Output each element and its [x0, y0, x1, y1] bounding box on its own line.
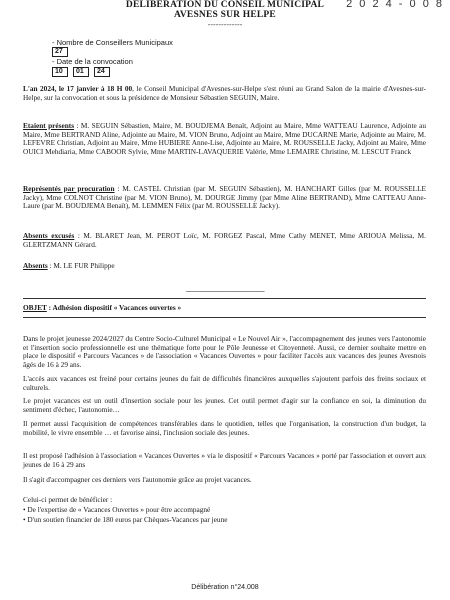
body-paragraph-7: Celui-ci permet de bénéficier : [23, 495, 113, 504]
objet-text: : Adhésion dispositif « Vacances ouvertes » [46, 303, 182, 312]
bullet-item-expertise: • De l'expertise de « Vacances Ouvertes » pour être accompagné [23, 505, 211, 514]
absents-paragraph [23, 262, 426, 271]
intro-text: , le Conseil Municipal d'Avesnes-sur-Helpe s'est réuni au Grand Salon de la mairie d'Avesnes-sur-Helpe, sur la convocation et sous la présidence de Monsieur Sébastien SEGUIN, Maire. [23, 84, 426, 102]
absents-label: Absents [23, 261, 48, 270]
procuration-paragraph [23, 185, 426, 211]
objet-paragraph [23, 304, 426, 313]
deliberation-reference: 2 0 2 4 - 0 0 8 [346, 0, 444, 10]
presents-label: Etaient présents [23, 121, 75, 130]
convocation-label: - Date de la convocation [52, 57, 133, 66]
procuration-text: : M. CASTEL Christian (par M. SEGUIN Sébastien), M. HANCHART Gilles (par M. ROUSSELLE Jacky), Mme COLNOT Christine (par M. VION Bruno), M. DOURGE Jimmy (par Mme Aline BERTRAND), Mme CATTEAU Anne-Laure (par M. BOUDJEMA Benaït), M. LEMMEN Félix (par M. ROUSSELLE Jacky). [23, 184, 426, 211]
intro-paragraph [23, 85, 426, 102]
body-paragraph-6: Il s'agit d'accompagner ces derniers vers l'autonomie grâce au projet vacances. [23, 475, 252, 484]
convocation-month: 01 [73, 67, 89, 77]
bullet-item-financial-support: • D'un soutien financier de 180 euros par Chèques-Vacances par jeune [23, 515, 228, 524]
document-title-line2: AVESNES SUR HELPE [174, 10, 276, 20]
objet-underline [23, 317, 426, 318]
convocation-day: 10 [52, 67, 68, 77]
convocation-date-boxes [52, 67, 110, 77]
document-title-line1: DELIBERATION DU CONSEIL MUNICIPAL [125, 0, 325, 10]
excuses-text: : M. BLARET Jean, M. PEROT Loïc, M. FORGEZ Pascal, Mme Cathy MENET, Mme ARIOUA Melissa, M. GLERTZMANN Gérard. [23, 231, 426, 249]
page-footer: Délibération n°24.008 [191, 584, 259, 591]
absents-text: : M. LE FUR Philippe [47, 261, 115, 270]
objet-label: OBJET [23, 303, 47, 312]
excuses-label: Absents excusés [23, 231, 75, 240]
body-paragraph-2: L'accès aux vacances est freiné pour certains jeunes du fait de difficultés financières auxquelles s'ajoutent parfois des freins sociaux et culturels. [23, 374, 426, 392]
convocation-year: 24 [94, 67, 110, 77]
title-separator: ------------- [207, 20, 243, 29]
body-paragraph-4: Il permet aussi l'acquisition de compétences transférables dans le quotidien, telles que l'organisation, la construction d'un budget, la mobilité, le vivre ensemble … et favorise ainsi, l'inclusion sociale des jeunes. [23, 419, 426, 437]
body-paragraph-3: Le projet vacances est un outil d'insertion sociale pour les jeunes. Cet outil permet d'agir sur la confiance en soi, la diminution du sentiment d'échec, l'autonomie… [23, 396, 426, 414]
divider-line [23, 298, 426, 299]
members-value: 27 [52, 47, 68, 57]
body-paragraph-5: Il est proposé l'adhésion à l'association « Vacances Ouvertes » via le dispositif « Parcours Vacances » porté par l'association et ouvert aux jeunes de 16 à 29 ans [23, 451, 426, 469]
procuration-label: Représentés par procuration [23, 184, 115, 193]
section-divider: ------------------------------------------- [185, 287, 265, 295]
intro-lead: L'an 2024, le 17 janvier à 18 H 00 [23, 84, 133, 93]
presents-paragraph [23, 122, 426, 156]
excuses-paragraph [23, 232, 426, 249]
members-box [52, 47, 68, 57]
body-paragraph-1: Dans le projet jeunesse 2024/2027 du Centre Socio-Culturel Municipal « Le Nouvel Air », l'accompagnement des jeunes vers l'autonomie et l'insertion socio professionnelle est une thématique forte pour le Pôle Jeunesse et Citoyenneté. Aussi, ce dernier souhaite mettre en place le dispositif « Parcours Vacances » de l'association « Vacances Ouvertes » pour faciliter l'accès aux vacances des jeunes Avesnois âgés de 16 à 29 ans. [23, 334, 426, 369]
members-label: - Nombre de Conseillers Municipaux [52, 38, 173, 47]
presents-text: : M. SEGUIN Sébastien, Maire, M. BOUDJEMA Benaït, Adjoint au Maire, Mme WATTEAU Laurence, Adjointe au Maire, Mme BERTRAND Aline, Adjointe au Maire, M. VION Bruno, Adjoint au Maire, Mme DUCARNE Marie, Adjointe au Maire, M. LEFEVRE Christian, Adjoint au Maire, Mme HUBIERE Anne-Lise, Adjointe au Maire, M. ROUSSELLE Jacky, Adjoint au Maire, Mme OUICI Mehdiaria, Mme CABOOR Sylvie, Mme MARTIN-LAVAQUERIE Valérie, Mme LEMAIRE Christine, M. LESCUT Franck [23, 121, 427, 156]
